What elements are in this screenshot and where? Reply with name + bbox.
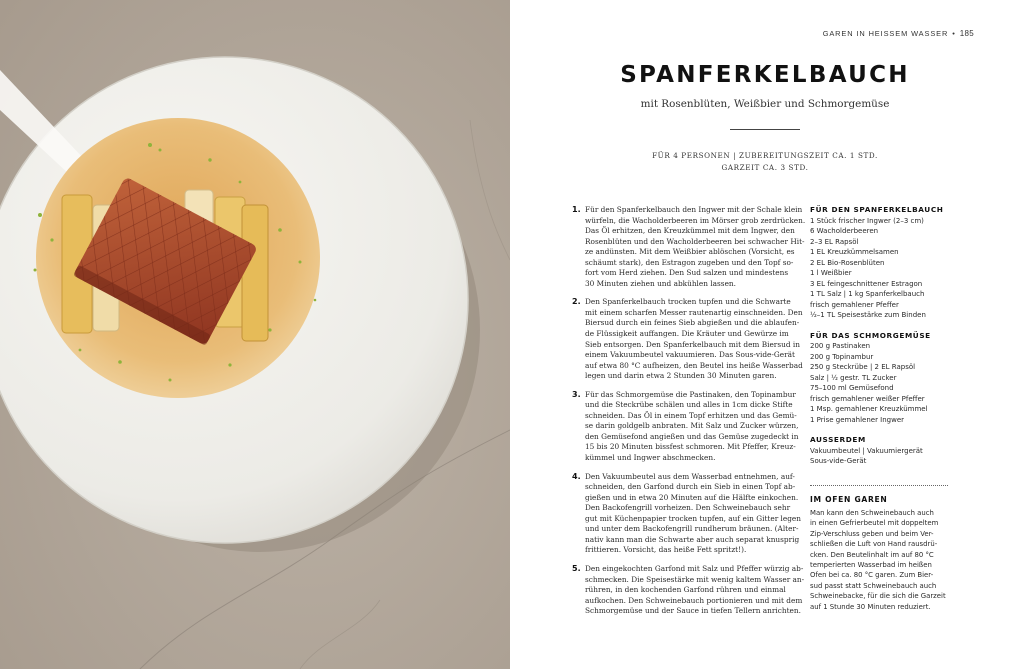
step-text-line: frittieren. Vorsicht, das heiße Fett spritzt!).: [585, 545, 747, 555]
step-text-line: einem Vakuumbeutel vakuumieren. Das Sous-vide-Gerät: [585, 350, 795, 360]
step-text-line: 15 bis 20 Minuten bissfest schmoren. Mit Pfeffer, Kreuz-: [585, 442, 796, 452]
step-text-line: Den Spanferkelbauch trocken tupfen und die Schwarte: [585, 297, 791, 307]
ingredient-item: 1 Stück frischer Ingwer (2–3 cm): [810, 216, 924, 225]
info-box-line: Man kann den Schweinebauch auch: [810, 509, 934, 517]
ingredient-item: Vakuumbeutel | Vakuumiergerät: [810, 446, 923, 455]
ingredient-item: ½–1 TL Speisestärke zum Binden: [810, 311, 926, 319]
ingredient-item: 2–3 EL Rapsöl: [810, 237, 859, 246]
step-text-line: gießen und in etwa 20 Minuten auf die Hälfte einkochen.: [585, 492, 799, 502]
ingredient-item: 1 Prise gemahlener Ingwer: [810, 415, 905, 424]
info-box-line: Zip-Verschluss geben und beim Ver-: [810, 529, 934, 538]
ingredient-item: 1 l Weißbier: [810, 269, 852, 277]
ingredient-item: 200 g Pastinaken: [810, 342, 871, 350]
info-box-line: auf 1 Stunde 30 Minuten reduziert.: [810, 602, 931, 611]
step-text-line: schneiden, den Garfond durch ein Sieb in einen Topf ab-: [585, 482, 796, 492]
method-steps: [572, 205, 804, 625]
step-text-line: se darin goldgelb anbraten. Mit Salz und Zucker würzen,: [585, 421, 799, 431]
running-head-separator: •: [952, 29, 956, 38]
ingredient-item: Salz | ½ gestr. TL Zucker: [810, 373, 897, 382]
step-text-line: schmecken. Die Speisestärke mit wenig kaltem Wasser an-: [585, 574, 805, 584]
ingredient-item: 1 EL Kreuzkümmelsamen: [810, 248, 899, 256]
step-text-line: würfeln, die Wacholderbeeren im Mörser grob zerdrücken.: [585, 215, 806, 225]
ingredient-item: 1 TL Salz | 1 kg Spanferkelbauch: [810, 290, 925, 298]
ingredient-item: frisch gemahlener Pfeffer: [810, 300, 899, 309]
ingredient-item: 6 Wacholderbeeren: [810, 227, 879, 235]
ingredient-item: 1 Msp. gemahlener Kreuzkümmel: [810, 405, 928, 413]
step-text-line: Schmorgemüse und der Sauce in tiefen Tellern anrichten.: [585, 606, 801, 616]
method-step: [572, 297, 804, 381]
ingredient-group: [810, 205, 960, 321]
ingredient-group-heading: FÜR DEN SPANFERKELBAUCH: [810, 205, 944, 214]
info-box-line: cken. Den Beutelinhalt im auf 80 °C: [810, 550, 934, 559]
ingredient-group-heading: AUSSERDEM: [810, 435, 866, 444]
step-text-line: 30 Minuten ziehen und abkühlen lassen.: [585, 278, 736, 288]
step-text-line: Biersud durch ein feines Sieb abgießen und die ablaufen-: [585, 318, 800, 328]
step-number: 3.: [572, 389, 581, 399]
step-text-line: Sieb entsorgen. Den Spanferkelbauch mit dem Biersud in: [585, 339, 800, 349]
recipe-meta: [510, 150, 1020, 173]
running-head: [823, 29, 974, 38]
ingredient-item: 75–100 ml Gemüsefond: [810, 384, 894, 392]
step-text-line: schneiden. Das Öl in einem Topf erhitzen und das Gemü-: [585, 410, 797, 420]
info-box-line: Schweinebacke, für die sich die Garzeit: [810, 592, 946, 601]
meta-cook-time: GARZEIT CA. 3 STD.: [721, 162, 809, 172]
step-text-line: ze andünsten. Mit dem Weißbier ablöschen (Vorsicht, es: [585, 247, 795, 257]
ingredient-item: 200 g Topinambur: [810, 352, 874, 361]
ingredient-group-heading: FÜR DAS SCHMORGEMÜSE: [810, 330, 931, 340]
step-text-line: legen und darin etwa 2 Stunden 30 Minuten garen.: [585, 371, 777, 381]
recipe-subtitle: mit Rosenblüten, Weißbier und Schmorgemüse: [640, 98, 890, 110]
method-step: [572, 564, 804, 617]
ingredient-item: Sous-vide-Gerät: [810, 457, 867, 465]
step-text-line: gut mit Küchenpapier trocken tupfen, auf ein Gitter legen: [585, 513, 802, 523]
ingredient-list: [810, 205, 960, 477]
ingredient-item: 3 EL feingeschnittener Estragon: [810, 279, 923, 288]
step-text-line: und die Steckrübe schälen und alles in 1cm dicke Stifte: [585, 400, 793, 410]
ingredient-item: 2 EL Bio-Rosenblüten: [810, 258, 885, 267]
method-step: [572, 390, 804, 464]
info-box-title: IM OFEN GAREN: [810, 495, 888, 504]
step-text-line: nativ kann man die Schwarte aber auch separat knusprig: [585, 534, 800, 544]
step-text-line: rühren, in den kochenden Garfond rühren und einmal: [585, 585, 786, 595]
recipe-title: SPANFERKELBAUCH: [620, 62, 910, 88]
step-number: 5.: [572, 563, 581, 573]
step-text-line: schäumt stark), den Estragon zugeben und den Topf so-: [585, 257, 794, 267]
info-box: [810, 485, 948, 612]
info-box-line: Ofen bei ca. 80 °C garen. Zum Bier-: [810, 571, 934, 580]
step-text-line: kümmel und Ingwer abschmecken.: [585, 453, 716, 463]
step-text-line: Für das Schmorgemüse die Pastinaken, den Topinambur: [585, 389, 796, 399]
step-number: 2.: [572, 297, 581, 307]
step-number: 1.: [572, 205, 581, 214]
ingredient-group: [810, 331, 960, 426]
step-number: 4.: [572, 471, 581, 481]
ingredient-item: 250 g Steckrübe | 2 EL Rapsöl: [810, 363, 916, 371]
info-box-body: [810, 508, 948, 612]
step-text-line: Den Vakuumbeutel aus dem Wasserbad entnehmen, auf-: [585, 471, 795, 481]
method-step: [572, 472, 804, 556]
step-text-line: den Gemüsefond angießen und das Gemüse zugedeckt in: [585, 431, 799, 441]
step-text-line: Den eingekochten Garfond mit Salz und Pfeffer würzig ab-: [585, 563, 804, 573]
ingredient-group: [810, 435, 960, 467]
step-text-line: fort vom Herd ziehen. Den Sud salzen und mindestens: [585, 268, 789, 278]
page-number: 185: [959, 29, 974, 38]
step-text-line: de Flüssigkeit auffangen. Die Kräuter und Gewürze im: [585, 329, 789, 339]
step-text-line: und unter dem Backofengrill rundherum bräunen. (Alter-: [585, 524, 799, 534]
meta-servings-prep: FÜR 4 PERSONEN | ZUBEREITUNGSZEIT CA. 1 STD.: [652, 151, 878, 160]
step-text-line: auf etwa 80 °C aufheizen, den Beutel ins heiße Wasserbad: [585, 360, 803, 370]
info-box-line: schließen die Luft von Hand rausdrü-: [810, 540, 938, 549]
ingredient-item: frisch gemahlener weißer Pfeffer: [810, 394, 925, 403]
step-text-line: mit einem scharfen Messer rautenartig einschneiden. Den: [585, 307, 803, 317]
step-text-line: Den Backofengrill vorheizen. Den Schweinebauch sehr: [585, 503, 791, 513]
step-text-line: aufkochen. Den Schweinebauch portionieren und mit dem: [585, 595, 803, 605]
step-text-line: Rosenblüten und den Wacholderbeeren bei schwacher Hit-: [585, 236, 805, 246]
step-text-line: Für den Spanferkelbauch den Ingwer mit der Schale klein: [585, 205, 803, 214]
method-step: [572, 205, 804, 289]
recipe-page: [510, 0, 1020, 669]
step-text-line: Das Öl erhitzen, den Kreuzkümmel mit dem Ingwer, den: [585, 226, 795, 236]
info-box-line: in einen Gefrierbeutel mit doppeltem: [810, 519, 939, 528]
section-title: GAREN IN HEISSEM WASSER: [822, 29, 949, 38]
title-divider: [730, 129, 800, 130]
info-box-line: sud passt statt Schweinebauch auch: [810, 581, 937, 590]
info-box-line: temperierten Wasserbad im heißen: [810, 561, 932, 570]
